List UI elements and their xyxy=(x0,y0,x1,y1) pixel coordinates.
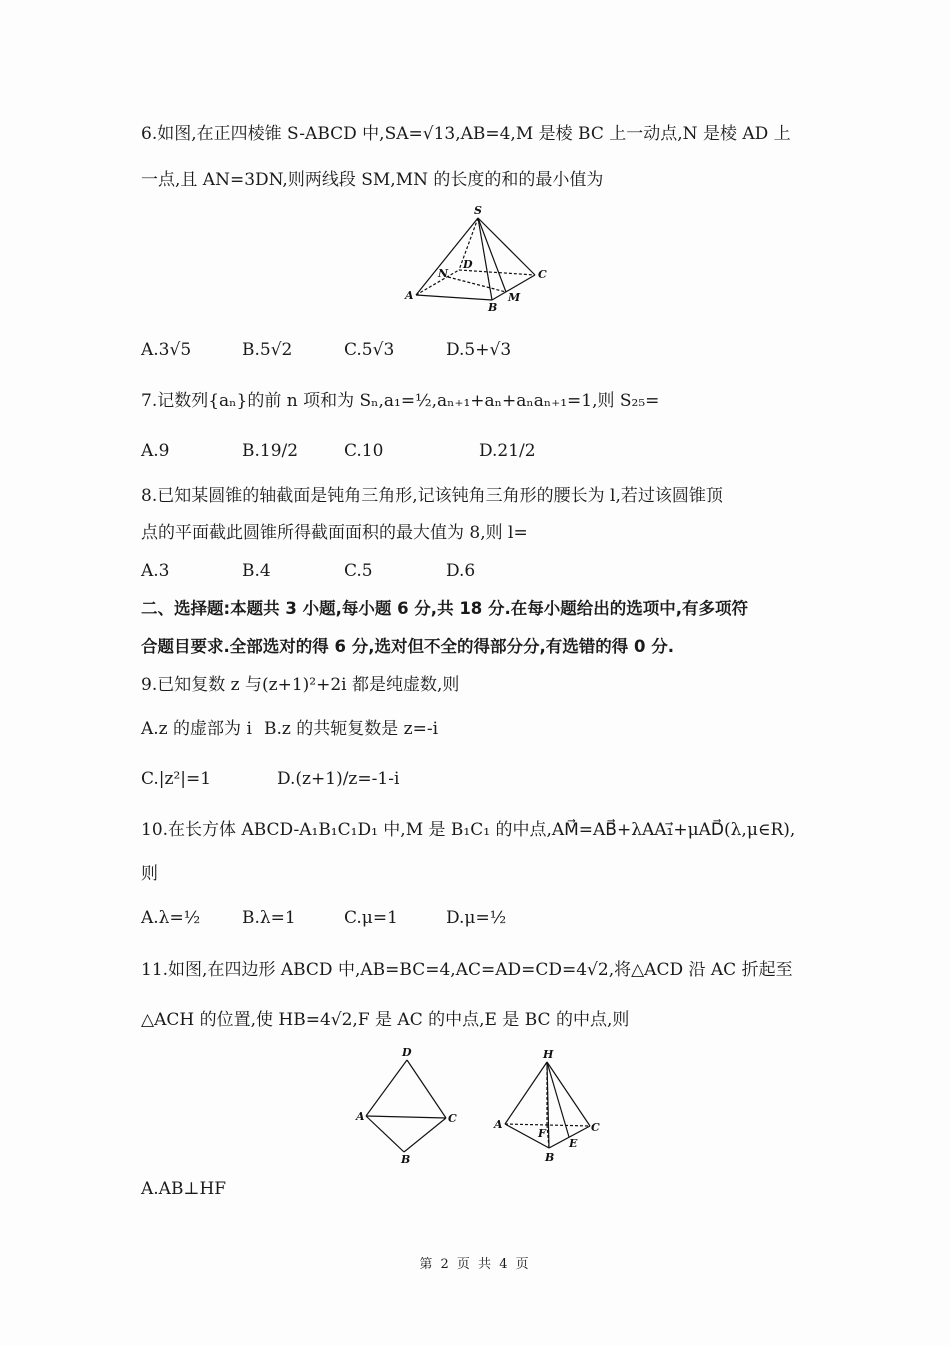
q11-fig1-label-D: D xyxy=(402,1046,412,1059)
q6-label-N: N xyxy=(438,267,449,280)
q11-fig2-label-H: H xyxy=(543,1048,554,1061)
q8-option-d: D.6 xyxy=(446,561,476,581)
q11-line1: 11.如图,在四边形 ABCD 中,AB=BC=4,AC=AD=CD=4√2,将△ACD 沿 AC 折起至 xyxy=(141,960,793,980)
q6-option-b: B.5√2 xyxy=(242,340,293,360)
q7-option-b: B.19/2 xyxy=(242,441,299,461)
q6-pyramid-figure xyxy=(400,200,560,315)
q11-fig2-label-C: C xyxy=(591,1121,600,1134)
q7-option-c: C.10 xyxy=(344,441,384,461)
q11-quadrilateral-figure xyxy=(350,1042,460,1167)
q11-folded-pyramid-figure xyxy=(490,1044,605,1169)
q10-line2: 则 xyxy=(141,864,158,884)
q6-line1: 6.如图,在正四棱锥 S-ABCD 中,SA=√13,AB=4,M 是棱 BC 上一动点,N 是棱 AD 上 xyxy=(141,124,791,144)
q6-line2: 一点,且 AN=3DN,则两线段 SM,MN 的长度的和的最小值为 xyxy=(141,170,604,190)
q11-fig2-label-E: E xyxy=(569,1137,578,1150)
q11-line2: △ACH 的位置,使 HB=4√2,F 是 AC 的中点,E 是 BC 的中点,则 xyxy=(141,1010,630,1030)
q7-option-a: A.9 xyxy=(141,441,170,461)
q11-fig2-label-B: B xyxy=(545,1151,555,1164)
q6-label-B: B xyxy=(488,301,498,314)
q11-fig1-label-A: A xyxy=(356,1110,365,1123)
section2-line1: 二、选择题:本题共 3 小题,每小题 6 分,共 18 分.在每小题给出的选项中,有多项符 xyxy=(141,599,749,618)
q10-option-c: C.μ=1 xyxy=(344,908,398,928)
q9-option-d: D.(z+1)/z=-1-i xyxy=(277,769,400,789)
q11-fig1-label-C: C xyxy=(448,1112,457,1125)
q10-option-d: D.μ=½ xyxy=(446,908,507,928)
q7-line1: 7.记数列{aₙ}的前 n 项和为 Sₙ,a₁=½,aₙ₊₁+aₙ+aₙaₙ₊₁=1,则 S₂₅= xyxy=(141,391,660,411)
q6-option-c: C.5√3 xyxy=(344,340,395,360)
q11-fig1-label-B: B xyxy=(401,1153,411,1166)
q10-line1: 10.在长方体 ABCD-A₁B₁C₁D₁ 中,M 是 B₁C₁ 的中点,AM⃗=AB⃗+λAA₁⃗+μAD⃗(λ,μ∈R), xyxy=(141,820,796,840)
q11-fig2-label-F: F xyxy=(538,1127,546,1140)
q6-label-C: C xyxy=(538,268,547,281)
q9-option-b: B.z 的共轭复数是 z=-i xyxy=(264,719,439,739)
q6-option-d: D.5+√3 xyxy=(446,340,512,360)
q9-option-c: C.|z²|=1 xyxy=(141,769,212,789)
q8-option-c: C.5 xyxy=(344,561,373,581)
q6-label-D: D xyxy=(463,258,473,271)
q8-option-b: B.4 xyxy=(242,561,271,581)
q9-line1: 9.已知复数 z 与(z+1)²+2i 都是纯虚数,则 xyxy=(141,675,460,695)
q8-line2: 点的平面截此圆锥所得截面面积的最大值为 8,则 l= xyxy=(141,523,528,543)
q9-option-a: A.z 的虚部为 i xyxy=(141,719,252,739)
q11-option-a: A.AB⊥HF xyxy=(141,1179,227,1199)
section2-line2: 合题目要求.全部选对的得 6 分,选对但不全的得部分分,有选错的得 0 分. xyxy=(141,637,675,656)
q7-option-d: D.21/2 xyxy=(479,441,536,461)
q6-option-a: A.3√5 xyxy=(141,340,192,360)
q6-label-S: S xyxy=(474,204,482,217)
q8-option-a: A.3 xyxy=(141,561,170,581)
q8-line1: 8.已知某圆锥的轴截面是钝角三角形,记该钝角三角形的腰长为 l,若过该圆锥顶 xyxy=(141,486,723,506)
q6-label-M: M xyxy=(508,291,521,304)
page-footer: 第 2 页 共 4 页 xyxy=(419,1257,531,1272)
q6-label-A: A xyxy=(405,289,414,302)
q11-fig2-label-A: A xyxy=(494,1118,503,1131)
q10-option-b: B.λ=1 xyxy=(242,908,296,928)
q10-option-a: A.λ=½ xyxy=(141,908,201,928)
